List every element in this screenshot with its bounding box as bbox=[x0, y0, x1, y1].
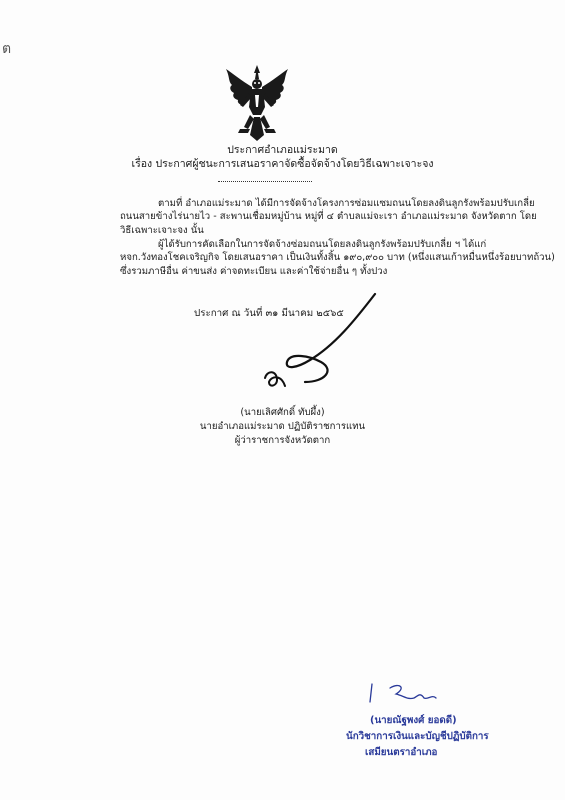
certifier-signature bbox=[360, 678, 450, 708]
garuda-emblem-icon bbox=[224, 63, 290, 143]
handwritten-signature bbox=[255, 290, 390, 400]
paragraph-2 bbox=[120, 238, 555, 278]
issuer-title: ประกาศอำเภอแม่ระมาด bbox=[227, 144, 338, 156]
signatory-name: (นายเลิศศักดิ์ ทับผึ้ง) bbox=[240, 407, 325, 418]
certifier-name: (นายณัฐพงศ์ ยอดดี) bbox=[370, 715, 457, 726]
title-divider bbox=[218, 181, 312, 182]
paragraph-2-line-3: ซึ่งรวมภาษีอื่น ค่าขนส่ง ค่าจดทะเบียน และค่าใช้จ่ายอื่น ๆ ทั้งปวง bbox=[120, 265, 388, 277]
certifier-position-2: เสมียนตราอำเภอ bbox=[365, 747, 438, 758]
paragraph-2-line-1: ผู้ได้รับการคัดเลือกในการจัดจ้างซ่อมถนนโดยลงดินลูกรังพร้อมปรับเกลี่ย ฯ ได้แก่ bbox=[158, 239, 487, 250]
certifier-position-1: นักวิชาการเงินและบัญชีปฏิบัติการ bbox=[346, 731, 489, 742]
paragraph-1 bbox=[120, 197, 537, 237]
corner-handwritten-mark: ต bbox=[2, 41, 12, 57]
paragraph-1-line-1: ตามที่ อำเภอแม่ระมาด ได้มีการจัดจ้างโครงการซ่อมแซมถนนโดยลงดินลูกรังพร้อมปรับเกลี่ย bbox=[158, 198, 535, 209]
announce-date: ประกาศ ณ วันที่ ๓๑ มีนาคม ๒๕๖๕ bbox=[194, 308, 344, 319]
signatory-position-2: ผู้ว่าราชการจังหวัดตาก bbox=[234, 435, 331, 446]
paragraph-2-line-2: หจก.วังทองโชคเจริญกิจ โดยเสนอราคา เป็นเงินทั้งสิ้น ๑๙๐,๙๐๐ บาท (หนึ่งแสนเก้าหมื่นหนึ่งร้อยบาทถ้วน) bbox=[120, 252, 555, 264]
paragraph-1-line-2: ถนนสายข้างไร่นายไว - สะพานเชื่อมหมู่บ้าน หมู่ที่ ๔ ตำบลแม่จะเรา อำเภอแม่ระมาด จังหวัดตาก โดย bbox=[120, 211, 537, 223]
signatory-position-1: นายอำเภอแม่ระมาด ปฏิบัติราชการแทน bbox=[199, 421, 366, 432]
paragraph-1-line-3: วิธีเฉพาะเจาะจง นั้น bbox=[120, 224, 204, 236]
subject-title: เรื่อง ประกาศผู้ชนะการเสนอราคาจัดซื้อจัดจ้างโดยวิธีเฉพาะเจาะจง bbox=[131, 158, 434, 170]
